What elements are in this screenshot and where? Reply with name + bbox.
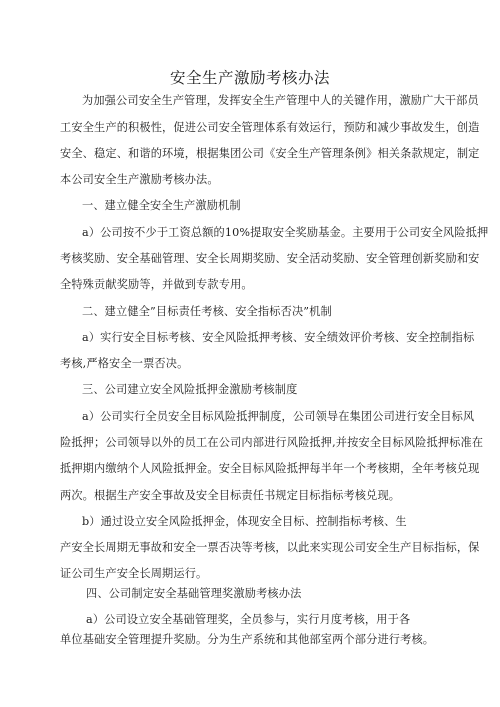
paragraph-line: 抵押期内缴纳个人风险抵押金。安全目标风险抵押每半年一个考核期，全年考核兑现 <box>60 462 480 475</box>
paragraph-line: 安全、稳定、和谐的环境，根据集团公司《安全生产管理条例》相关条款规定，制定 <box>60 147 480 160</box>
section-heading-2: 二、建立健全”目标责任考核、安全指标否决”机制 <box>82 305 332 318</box>
paragraph-line: 工安全生产的积极性，促进公司安全管理体系有效运行，预防和减少事故发生，创造 <box>60 121 480 134</box>
paragraph-line: a）公司设立安全基础管理奖，全员参与，实行月度考核，用于各 <box>86 613 411 626</box>
paragraph-line: 单位基础安全管理提升奖励。分为生产系统和其他部室两个部分进行考核。 <box>60 633 435 646</box>
document-title: 安全生产激励考核办法 <box>169 69 330 87</box>
paragraph-line: 产安全长周期无事故和安全一票否决等考核，以此来实现公司安全生产目标指标，保 <box>60 541 480 554</box>
paragraph-line: a）公司实行全员安全目标风险抵押制度，公司领导在集团公司进行安全目标风 <box>82 410 475 423</box>
paragraph-line: 本公司安全生产激励考核办法。 <box>60 173 219 186</box>
section-heading-4: 四、公司制定安全基础管理奖激励考核办法 <box>86 587 302 600</box>
paragraph-line: b）通过设立安全风险抵押金，体现安全目标、控制指标考核、生 <box>82 515 407 528</box>
paragraph-line: 证公司生产安全长周期运行。 <box>60 567 208 580</box>
section-heading-1: 一、建立健全安全生产激励机制 <box>82 199 241 212</box>
paragraph-line: 考核,严格安全一票否决。 <box>60 357 189 370</box>
paragraph-line: 两次。根据生产安全事故及安全目标责任书规定目标指标考核兑现。 <box>60 489 401 502</box>
paragraph-line: a）实行安全目标考核、安全风险抵押考核、安全绩效评价考核、安全控制指标 <box>82 331 475 344</box>
paragraph-line: 为加强公司安全生产管理，发挥安全生产管理中人的关键作用，激励广大干部员 <box>82 94 479 107</box>
paragraph-line: 全特殊贡献奖励等，并做到专款专用。 <box>60 278 253 291</box>
paragraph-line: a）公司按不少于工资总额的10%提取安全奖励基金。主要用于公司安全风险抵押 <box>82 226 489 239</box>
paragraph-line: 考核奖励、安全基础管理、安全长周期奖励、安全活动奖励、安全管理创新奖励和安 <box>60 252 480 265</box>
paragraph-line: 险抵押；公司领导以外的员工在公司内部进行风险抵押,并按安全目标风险抵押标准在 <box>60 436 484 449</box>
section-heading-3: 三、公司建立安全风险抵押金激励考核制度 <box>82 383 298 396</box>
